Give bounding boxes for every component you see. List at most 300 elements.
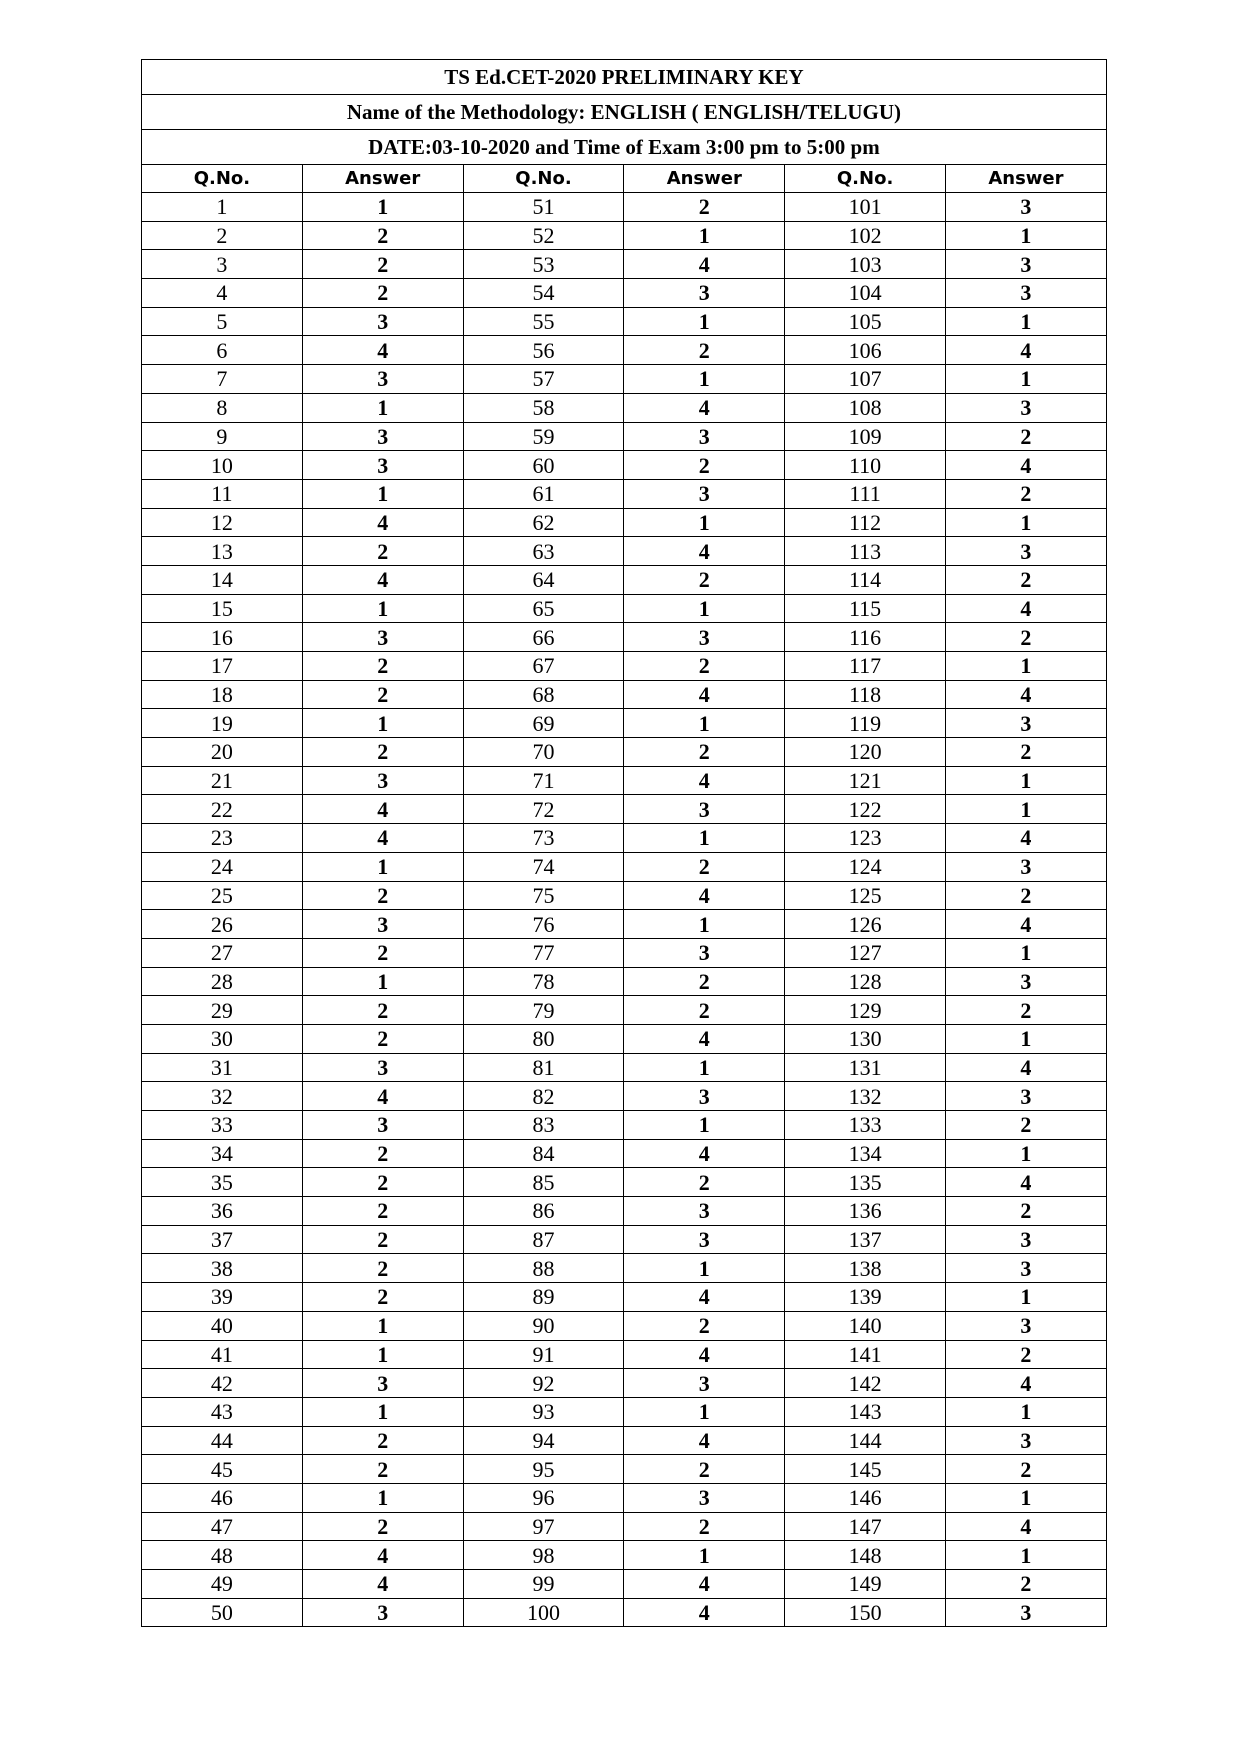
question-number-cell: 115	[785, 594, 946, 623]
answer-cell: 3	[302, 365, 463, 394]
question-number-cell: 86	[463, 1197, 624, 1226]
answer-cell: 2	[302, 1225, 463, 1254]
question-number-cell: 80	[463, 1024, 624, 1053]
answer-cell: 3	[945, 393, 1106, 422]
table-row	[142, 910, 1107, 939]
answer-cell: 1	[302, 709, 463, 738]
question-number-cell: 34	[142, 1139, 303, 1168]
answer-cell: 1	[302, 393, 463, 422]
table-row	[142, 795, 1107, 824]
question-number-cell: 90	[463, 1311, 624, 1340]
answer-cell: 4	[624, 680, 785, 709]
question-number-cell: 44	[142, 1426, 303, 1455]
question-number-cell: 77	[463, 938, 624, 967]
answer-cell: 2	[302, 738, 463, 767]
answer-cell: 1	[624, 365, 785, 394]
answer-cell: 4	[624, 1598, 785, 1627]
answer-cell: 1	[945, 1024, 1106, 1053]
answer-cell: 2	[302, 996, 463, 1025]
answer-cell: 2	[624, 738, 785, 767]
table-row	[142, 1197, 1107, 1226]
question-number-cell: 59	[463, 422, 624, 451]
answer-cell: 1	[945, 307, 1106, 336]
question-number-cell: 87	[463, 1225, 624, 1254]
table-row	[142, 221, 1107, 250]
answer-cell: 3	[302, 451, 463, 480]
answer-cell: 4	[624, 1340, 785, 1369]
answer-cell: 2	[945, 996, 1106, 1025]
question-number-cell: 81	[463, 1053, 624, 1082]
table-row	[142, 1369, 1107, 1398]
question-number-cell: 95	[463, 1455, 624, 1484]
answer-header: Answer	[302, 165, 463, 193]
question-number-cell: 134	[785, 1139, 946, 1168]
answer-cell: 4	[302, 1541, 463, 1570]
table-row	[142, 422, 1107, 451]
question-number-cell: 56	[463, 336, 624, 365]
answer-cell: 4	[302, 565, 463, 594]
answer-cell: 1	[302, 479, 463, 508]
answer-cell: 3	[302, 910, 463, 939]
answer-cell: 2	[624, 967, 785, 996]
question-number-cell: 129	[785, 996, 946, 1025]
table-row	[142, 1340, 1107, 1369]
question-number-cell: 123	[785, 824, 946, 853]
answer-cell: 4	[945, 1053, 1106, 1082]
table-row	[142, 881, 1107, 910]
question-number-cell: 140	[785, 1311, 946, 1340]
question-number-cell: 133	[785, 1111, 946, 1140]
answer-cell: 3	[302, 1111, 463, 1140]
question-number-cell: 112	[785, 508, 946, 537]
answer-cell: 2	[302, 938, 463, 967]
answer-cell: 3	[945, 1225, 1106, 1254]
table-row	[142, 250, 1107, 279]
question-number-cell: 46	[142, 1483, 303, 1512]
answer-cell: 1	[624, 1254, 785, 1283]
answer-cell: 1	[302, 967, 463, 996]
table-row	[142, 594, 1107, 623]
answer-cell: 2	[624, 565, 785, 594]
question-number-cell: 58	[463, 393, 624, 422]
answer-cell: 1	[302, 1340, 463, 1369]
answer-cell: 3	[945, 709, 1106, 738]
table-row	[142, 996, 1107, 1025]
question-number-cell: 124	[785, 852, 946, 881]
answer-cell: 2	[945, 422, 1106, 451]
table-row	[142, 565, 1107, 594]
question-number-cell: 53	[463, 250, 624, 279]
answer-cell: 4	[302, 1082, 463, 1111]
answer-cell: 2	[624, 1311, 785, 1340]
answer-cell: 3	[624, 623, 785, 652]
question-number-cell: 30	[142, 1024, 303, 1053]
answer-cell: 2	[302, 680, 463, 709]
question-number-cell: 94	[463, 1426, 624, 1455]
answer-cell: 3	[945, 250, 1106, 279]
column-header-row	[142, 165, 1107, 193]
answer-cell: 3	[302, 1369, 463, 1398]
answer-cell: 4	[302, 508, 463, 537]
question-number-cell: 89	[463, 1283, 624, 1312]
question-number-cell: 21	[142, 766, 303, 795]
question-number-cell: 135	[785, 1168, 946, 1197]
table-row	[142, 766, 1107, 795]
table-row	[142, 1397, 1107, 1426]
table-row	[142, 1225, 1107, 1254]
question-number-cell: 60	[463, 451, 624, 480]
question-number-cell: 10	[142, 451, 303, 480]
qno-header: Q.No.	[142, 165, 303, 193]
table-row	[142, 1053, 1107, 1082]
answer-cell: 1	[945, 766, 1106, 795]
answer-cell: 2	[302, 279, 463, 308]
question-number-cell: 9	[142, 422, 303, 451]
answer-cell: 1	[945, 365, 1106, 394]
answer-cell: 3	[624, 1082, 785, 1111]
answer-cell: 1	[302, 1483, 463, 1512]
answer-cell: 1	[945, 1397, 1106, 1426]
question-number-cell: 105	[785, 307, 946, 336]
answer-cell: 3	[302, 766, 463, 795]
table-row	[142, 1139, 1107, 1168]
answer-cell: 1	[945, 795, 1106, 824]
question-number-cell: 22	[142, 795, 303, 824]
answer-cell: 4	[302, 336, 463, 365]
answer-cell: 1	[945, 1483, 1106, 1512]
question-number-cell: 51	[463, 193, 624, 222]
answer-cell: 1	[624, 508, 785, 537]
answer-cell: 1	[624, 709, 785, 738]
question-number-cell: 84	[463, 1139, 624, 1168]
answer-cell: 2	[302, 652, 463, 681]
answer-cell: 4	[302, 824, 463, 853]
table-row	[142, 1254, 1107, 1283]
answer-cell: 3	[624, 1225, 785, 1254]
question-number-cell: 108	[785, 393, 946, 422]
question-number-cell: 16	[142, 623, 303, 652]
question-number-cell: 122	[785, 795, 946, 824]
question-number-cell: 64	[463, 565, 624, 594]
question-number-cell: 23	[142, 824, 303, 853]
answer-cell: 4	[945, 1369, 1106, 1398]
answer-cell: 1	[945, 221, 1106, 250]
question-number-cell: 130	[785, 1024, 946, 1053]
question-number-cell: 127	[785, 938, 946, 967]
table-row	[142, 365, 1107, 394]
question-number-cell: 98	[463, 1541, 624, 1570]
question-number-cell: 79	[463, 996, 624, 1025]
question-number-cell: 126	[785, 910, 946, 939]
answer-cell: 2	[302, 221, 463, 250]
question-number-cell: 69	[463, 709, 624, 738]
table-row	[142, 967, 1107, 996]
answer-cell: 3	[945, 1426, 1106, 1455]
table-row	[142, 1570, 1107, 1599]
question-number-cell: 11	[142, 479, 303, 508]
table-row	[142, 1311, 1107, 1340]
question-number-cell: 36	[142, 1197, 303, 1226]
answer-cell: 2	[302, 1455, 463, 1484]
answer-cell: 3	[302, 623, 463, 652]
question-number-cell: 107	[785, 365, 946, 394]
question-number-cell: 109	[785, 422, 946, 451]
answer-cell: 3	[302, 1598, 463, 1627]
question-number-cell: 14	[142, 565, 303, 594]
question-number-cell: 78	[463, 967, 624, 996]
question-number-cell: 5	[142, 307, 303, 336]
question-number-cell: 54	[463, 279, 624, 308]
answer-cell: 3	[945, 852, 1106, 881]
question-number-cell: 106	[785, 336, 946, 365]
question-number-cell: 67	[463, 652, 624, 681]
question-number-cell: 125	[785, 881, 946, 910]
answer-cell: 2	[624, 1512, 785, 1541]
answer-cell: 4	[624, 537, 785, 566]
answer-cell: 4	[624, 766, 785, 795]
question-number-cell: 104	[785, 279, 946, 308]
table-row	[142, 1541, 1107, 1570]
answer-cell: 1	[945, 1139, 1106, 1168]
answer-cell: 4	[302, 795, 463, 824]
question-number-cell: 68	[463, 680, 624, 709]
answer-cell: 3	[302, 1053, 463, 1082]
answer-cell: 2	[302, 1024, 463, 1053]
question-number-cell: 62	[463, 508, 624, 537]
answer-cell: 2	[945, 1111, 1106, 1140]
answer-cell: 2	[302, 1283, 463, 1312]
answer-cell: 2	[945, 1197, 1106, 1226]
question-number-cell: 116	[785, 623, 946, 652]
answer-cell: 3	[945, 967, 1106, 996]
question-number-cell: 138	[785, 1254, 946, 1283]
answer-cell: 1	[302, 852, 463, 881]
answer-cell: 3	[302, 422, 463, 451]
question-number-cell: 114	[785, 565, 946, 594]
answer-cell: 1	[945, 1541, 1106, 1570]
question-number-cell: 144	[785, 1426, 946, 1455]
answer-cell: 2	[302, 1254, 463, 1283]
answer-cell: 1	[624, 221, 785, 250]
answer-key-table	[141, 59, 1107, 1627]
question-number-cell: 45	[142, 1455, 303, 1484]
answer-cell: 3	[302, 307, 463, 336]
question-number-cell: 110	[785, 451, 946, 480]
question-number-cell: 17	[142, 652, 303, 681]
table-row	[142, 307, 1107, 336]
question-number-cell: 25	[142, 881, 303, 910]
answer-cell: 3	[945, 193, 1106, 222]
table-row	[142, 537, 1107, 566]
answer-cell: 1	[624, 1111, 785, 1140]
answer-cell: 1	[945, 1283, 1106, 1312]
question-number-cell: 50	[142, 1598, 303, 1627]
question-number-cell: 148	[785, 1541, 946, 1570]
answer-cell: 4	[945, 910, 1106, 939]
table-row	[142, 393, 1107, 422]
answer-cell: 4	[945, 1512, 1106, 1541]
answer-cell: 3	[624, 1197, 785, 1226]
table-row	[142, 623, 1107, 652]
question-number-cell: 43	[142, 1397, 303, 1426]
question-number-cell: 65	[463, 594, 624, 623]
answer-cell: 4	[302, 1570, 463, 1599]
answer-cell: 1	[624, 1541, 785, 1570]
question-number-cell: 121	[785, 766, 946, 795]
answer-cell: 1	[302, 1311, 463, 1340]
answer-header: Answer	[624, 165, 785, 193]
question-number-cell: 18	[142, 680, 303, 709]
question-number-cell: 6	[142, 336, 303, 365]
question-number-cell: 96	[463, 1483, 624, 1512]
question-number-cell: 29	[142, 996, 303, 1025]
answer-cell: 4	[624, 1570, 785, 1599]
question-number-cell: 49	[142, 1570, 303, 1599]
answer-cell: 2	[945, 881, 1106, 910]
question-number-cell: 132	[785, 1082, 946, 1111]
answer-cell: 2	[302, 1139, 463, 1168]
answer-cell: 2	[945, 1455, 1106, 1484]
table-row	[142, 1024, 1107, 1053]
table-row	[142, 193, 1107, 222]
table-row	[142, 738, 1107, 767]
question-number-cell: 61	[463, 479, 624, 508]
question-number-cell: 146	[785, 1483, 946, 1512]
answer-cell: 2	[302, 537, 463, 566]
question-number-cell: 70	[463, 738, 624, 767]
answer-cell: 1	[624, 307, 785, 336]
answer-cell: 4	[624, 250, 785, 279]
answer-cell: 4	[945, 451, 1106, 480]
answer-cell: 1	[945, 938, 1106, 967]
question-number-cell: 39	[142, 1283, 303, 1312]
question-number-cell: 147	[785, 1512, 946, 1541]
answer-cell: 4	[624, 1024, 785, 1053]
question-number-cell: 88	[463, 1254, 624, 1283]
question-number-cell: 15	[142, 594, 303, 623]
key-title: TS Ed.CET-2020 PRELIMINARY KEY	[142, 60, 1107, 95]
answer-cell: 3	[945, 537, 1106, 566]
answer-cell: 2	[945, 623, 1106, 652]
answer-cell: 1	[302, 1397, 463, 1426]
answer-cell: 4	[945, 680, 1106, 709]
answer-cell: 1	[945, 652, 1106, 681]
answer-cell: 3	[624, 795, 785, 824]
answer-cell: 2	[945, 738, 1106, 767]
question-number-cell: 7	[142, 365, 303, 394]
answer-header: Answer	[945, 165, 1106, 193]
qno-header: Q.No.	[463, 165, 624, 193]
question-number-cell: 24	[142, 852, 303, 881]
answer-cell: 3	[945, 1254, 1106, 1283]
table-row	[142, 680, 1107, 709]
question-number-cell: 28	[142, 967, 303, 996]
question-number-cell: 145	[785, 1455, 946, 1484]
question-number-cell: 13	[142, 537, 303, 566]
question-number-cell: 128	[785, 967, 946, 996]
table-row	[142, 852, 1107, 881]
question-number-cell: 136	[785, 1197, 946, 1226]
question-number-cell: 92	[463, 1369, 624, 1398]
answer-cell: 3	[945, 1311, 1106, 1340]
question-number-cell: 131	[785, 1053, 946, 1082]
question-number-cell: 48	[142, 1541, 303, 1570]
answer-cell: 2	[624, 1455, 785, 1484]
question-number-cell: 118	[785, 680, 946, 709]
question-number-cell: 57	[463, 365, 624, 394]
answer-cell: 2	[302, 250, 463, 279]
answer-cell: 2	[624, 996, 785, 1025]
qno-header: Q.No.	[785, 165, 946, 193]
table-row	[142, 1082, 1107, 1111]
question-number-cell: 3	[142, 250, 303, 279]
answer-cell: 2	[945, 565, 1106, 594]
question-number-cell: 55	[463, 307, 624, 336]
table-row	[142, 1426, 1107, 1455]
answer-cell: 3	[624, 938, 785, 967]
answer-cell: 2	[302, 1168, 463, 1197]
table-row	[142, 1455, 1107, 1484]
question-number-cell: 37	[142, 1225, 303, 1254]
answer-cell: 4	[624, 1283, 785, 1312]
question-number-cell: 20	[142, 738, 303, 767]
question-number-cell: 72	[463, 795, 624, 824]
methodology-title: Name of the Methodology: ENGLISH ( ENGLISH/TELUGU)	[142, 95, 1107, 130]
question-number-cell: 101	[785, 193, 946, 222]
answer-cell: 3	[624, 422, 785, 451]
question-number-cell: 149	[785, 1570, 946, 1599]
answer-rows	[142, 193, 1107, 1627]
question-number-cell: 74	[463, 852, 624, 881]
answer-cell: 4	[945, 1168, 1106, 1197]
exam-date-title: DATE:03-10-2020 and Time of Exam 3:00 pm to 5:00 pm	[142, 130, 1107, 165]
question-number-cell: 120	[785, 738, 946, 767]
table-row	[142, 652, 1107, 681]
answer-cell: 2	[624, 451, 785, 480]
question-number-cell: 82	[463, 1082, 624, 1111]
question-number-cell: 103	[785, 250, 946, 279]
question-number-cell: 33	[142, 1111, 303, 1140]
question-number-cell: 76	[463, 910, 624, 939]
question-number-cell: 99	[463, 1570, 624, 1599]
table-row	[142, 1168, 1107, 1197]
answer-cell: 4	[624, 393, 785, 422]
answer-cell: 3	[624, 1369, 785, 1398]
table-row	[142, 279, 1107, 308]
question-number-cell: 41	[142, 1340, 303, 1369]
answer-cell: 3	[945, 1598, 1106, 1627]
answer-cell: 1	[624, 594, 785, 623]
answer-cell: 2	[624, 336, 785, 365]
table-row	[142, 709, 1107, 738]
question-number-cell: 8	[142, 393, 303, 422]
question-number-cell: 31	[142, 1053, 303, 1082]
question-number-cell: 91	[463, 1340, 624, 1369]
question-number-cell: 139	[785, 1283, 946, 1312]
answer-cell: 1	[624, 1397, 785, 1426]
question-number-cell: 27	[142, 938, 303, 967]
answer-cell: 4	[945, 336, 1106, 365]
question-number-cell: 47	[142, 1512, 303, 1541]
answer-cell: 2	[624, 652, 785, 681]
question-number-cell: 141	[785, 1340, 946, 1369]
answer-cell: 1	[302, 193, 463, 222]
question-number-cell: 97	[463, 1512, 624, 1541]
answer-cell: 2	[624, 1168, 785, 1197]
table-row	[142, 451, 1107, 480]
question-number-cell: 66	[463, 623, 624, 652]
answer-cell: 3	[624, 279, 785, 308]
